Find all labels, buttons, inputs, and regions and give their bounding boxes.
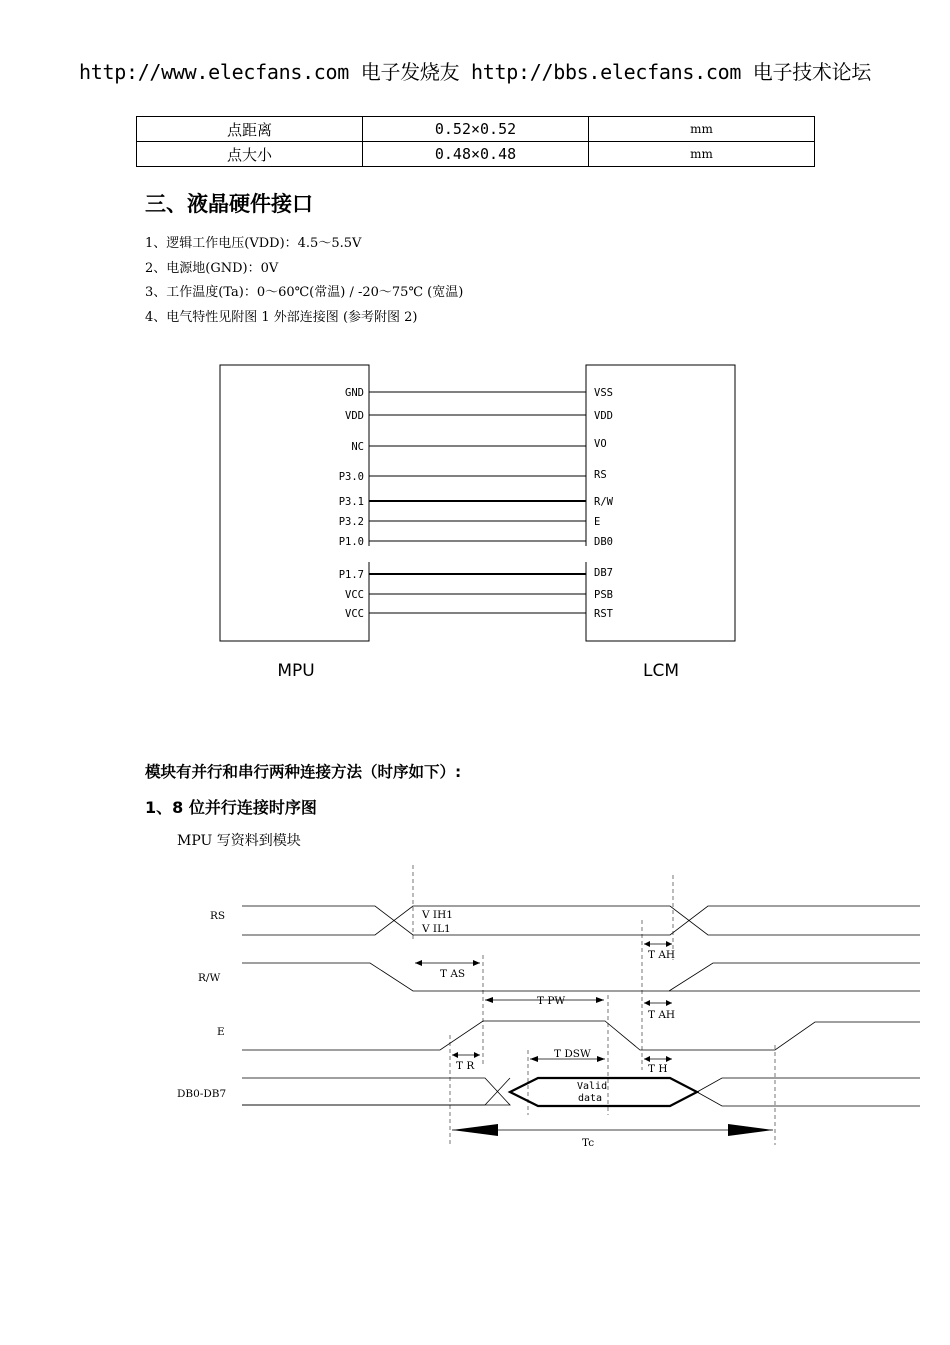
timing-diagram [0,860,950,1160]
lcm-pin-label: VSS [594,387,613,399]
spec-unit: mm [589,117,815,142]
e-waveform [242,1021,920,1050]
mpu-pin-label: NC [351,441,364,453]
table-row [137,142,815,167]
lcm-pin-label: E [594,516,601,528]
lcm-pin-label: DB7 [594,567,613,579]
parallel-timing-heading: 1、8 位并行连接时序图 [145,798,317,817]
spec-list [145,232,463,330]
mpu-pin-label: P3.1 [338,496,364,508]
spec-table [136,116,815,167]
lcm-pin-label: PSB [594,589,613,601]
lcm-pin-label: DB0 [594,536,613,548]
lcm-pin-label: RS [594,469,607,481]
spec-name: 点大小 [137,142,363,167]
tc-label: Tc [582,1137,595,1149]
rs-waveform [242,906,920,935]
tpw-label: T PW [537,995,566,1007]
tr-label: T R [456,1060,475,1072]
lcm-pin-label: VDD [594,410,613,422]
list-item: 2、电源地(GND)：0V [145,260,279,276]
signal-label-rs: RS [210,910,226,922]
page-header: http://www.elecfans.com 电子发烧友 http://bbs.elecfans.com 电子技术论坛 [78,60,871,84]
th-label: T H [648,1063,668,1075]
section-title: 三、液晶硬件接口 [145,192,313,216]
spec-name: 点距离 [137,117,363,142]
timing-caption: MPU 写资料到模块 [177,833,301,849]
tdsw-label: T DSW [554,1048,591,1060]
list-item: 4、电气特性见附图 1 外部连接图 (参考附图 2) [145,309,418,325]
mpu-pin-label: P3.0 [338,471,364,483]
lcm-pin-labels [594,387,614,620]
lcm-label: LCM [642,661,680,681]
list-item: 3、工作温度(Ta)：0～60℃(常温) / -20～75℃ (宽温) [145,285,464,300]
connection-methods-heading: 模块有并行和串行两种连接方法（时序如下）: [145,763,462,781]
signal-label-db: DB0-DB7 [177,1088,227,1100]
tah-label-2: T AH [648,1009,676,1021]
spec-value: 0.52×0.52 [363,117,589,142]
lcm-pin-label: R/W [594,496,613,508]
mpu-pin-label: P3.2 [338,516,364,528]
connection-lines [369,392,586,613]
valid-data-label-1: Valid [577,1081,608,1092]
mpu-pin-labels [339,387,364,620]
spec-unit: mm [589,142,815,167]
mpu-pin-label: VDD [345,410,364,422]
spec-value: 0.48×0.48 [363,142,589,167]
mpu-pin-label: GND [345,387,364,399]
table-row [137,117,815,142]
tas-label: T AS [440,968,466,980]
signal-label-e: E [217,1026,225,1038]
mpu-label: MPU [277,661,315,681]
vih-label: V IH1 [422,909,453,921]
connection-diagram [0,355,950,695]
mpu-pin-label: VCC [345,589,364,601]
mpu-pin-label: P1.0 [338,536,364,548]
mpu-pin-label: VCC [345,608,364,620]
rw-waveform [242,963,920,991]
lcm-pin-label: VO [594,438,607,450]
vil-label: V IL1 [422,923,451,935]
lcm-pin-label: RST [594,608,613,620]
tah-label: T AH [648,949,676,961]
valid-data-label-2: data [578,1093,603,1104]
mpu-pin-label: P1.7 [338,569,364,581]
list-item: 1、逻辑工作电压(VDD)：4.5～5.5V [145,236,362,251]
signal-label-rw: R/W [198,972,221,984]
